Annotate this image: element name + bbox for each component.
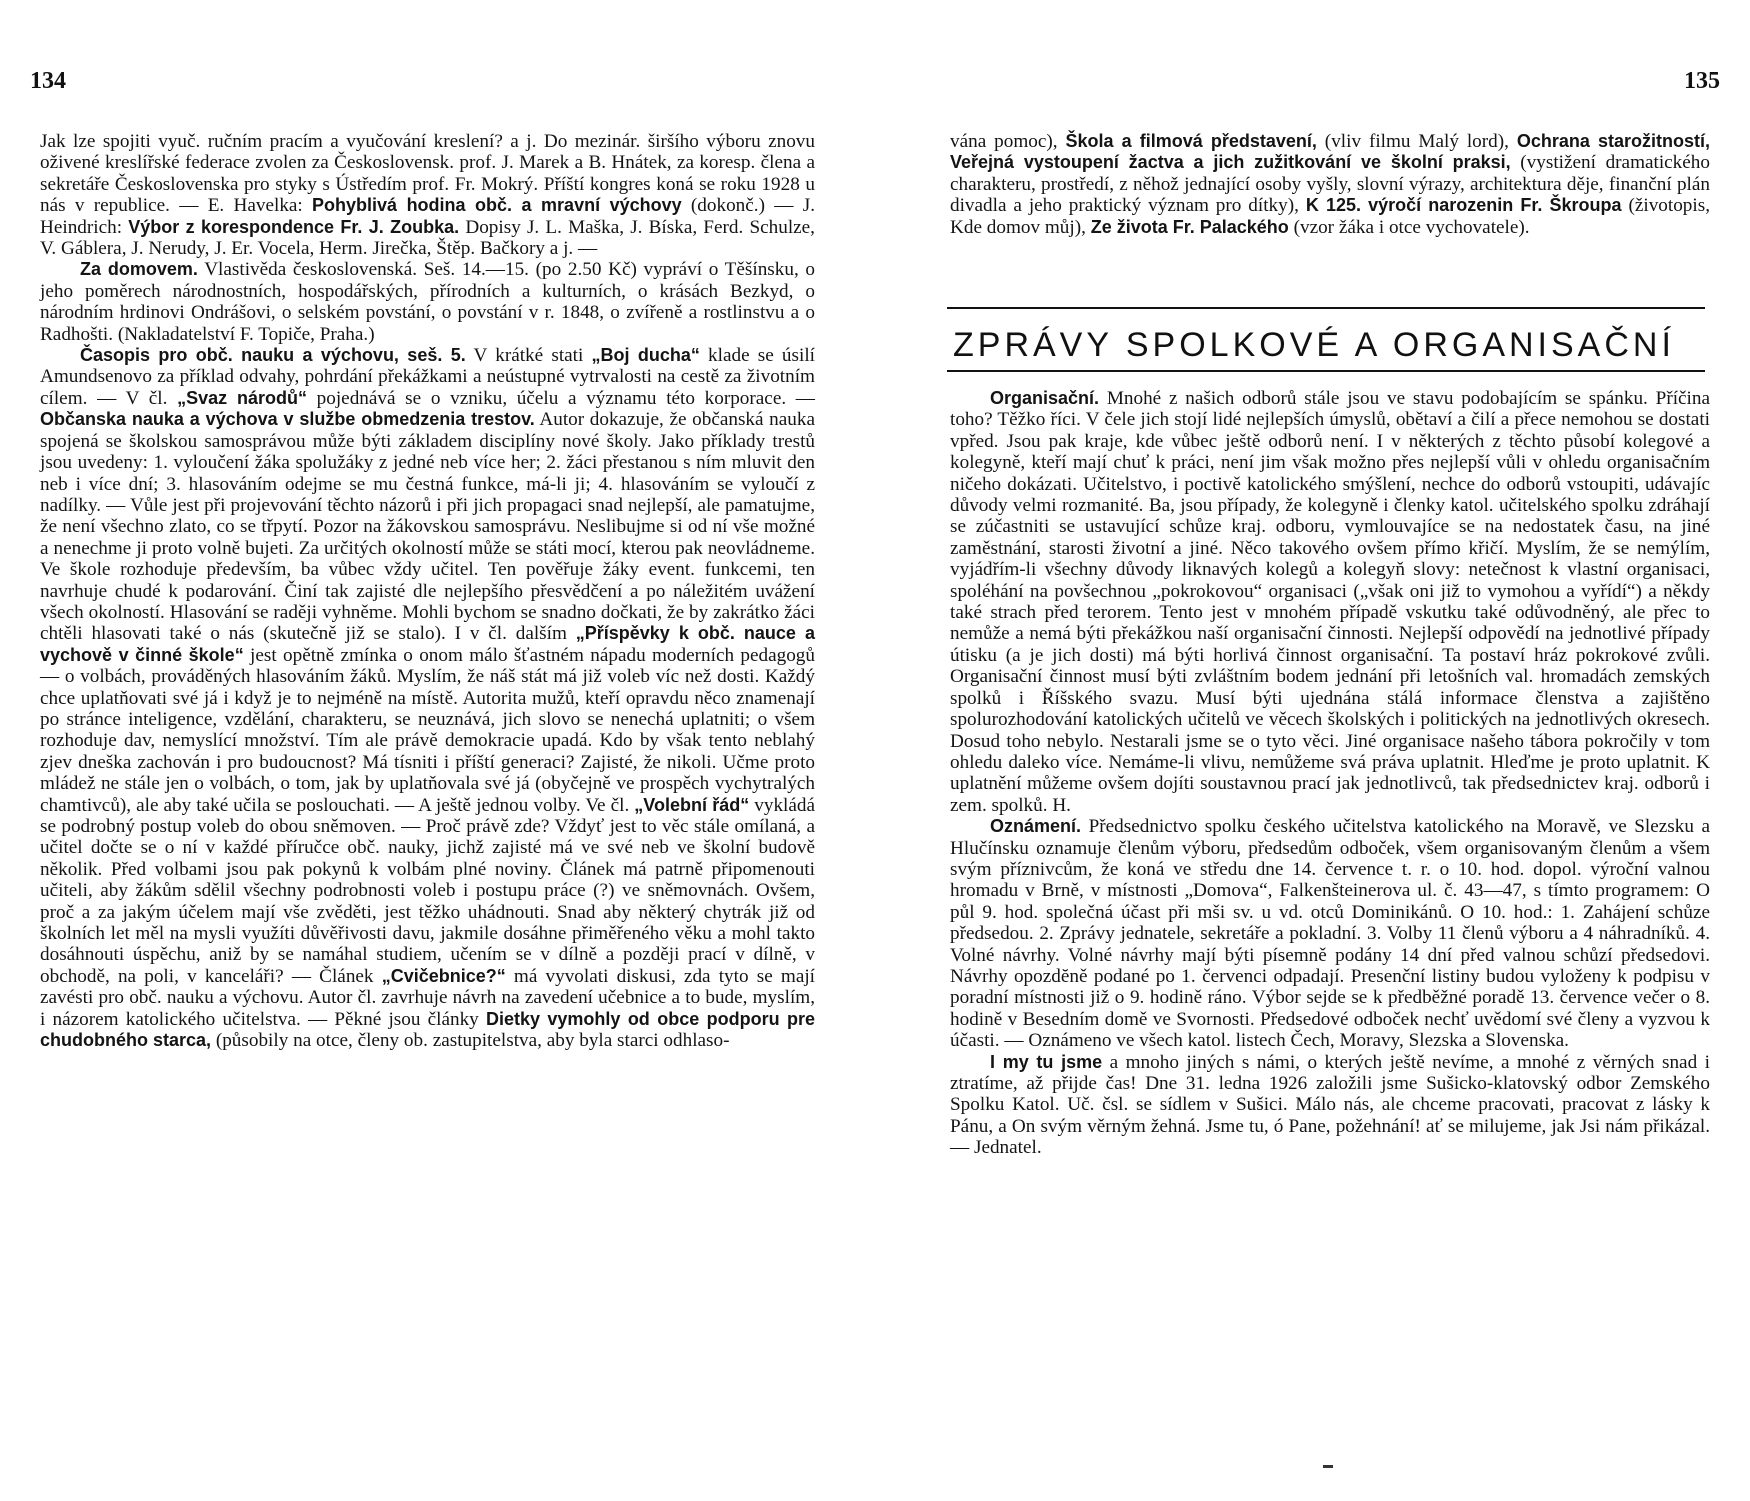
paragraph [950,388,1710,816]
bold-run: Ze života Fr. Palackého [1090,216,1289,237]
text-run: (životopis, Kde domov můj), [950,195,1710,238]
bold-run: „Svaz národů“ [177,387,307,408]
text-run: Mnohé z našich odborů stále jsou ve stavu podobajícím se spánku. Příčina toho? Těžko říci. V čele jich stojí lidé nejlepších úmyslů, obětaví a čilí a přece nemohou se dostati vpřed. Jsou pak kraje, kde vůbec ještě odborů není. I v některých z těchto působí kolegové a kolegyně, kteří mají chuť k práci, není jim však možno přes nejlepší vůli v ohledu organisačním ničeho dokázati. Učitelstvo, i poctivě katolického smýšlení, nechce do odborů vstoupiti, udávajíc důvody velmi rozmanité. Ba, jsou případy, že kolegyně i členky katol. učitelského spolku zdráhají se zúčastniti se ustavující schůze kraj. odboru, vymlouvajíce se na nedostatek času, na jiné zaměstnání, starosti životní a jiné. Něco takového ovšem přímo křičí. Myslím, že se nemýlím, vyjádřím-li všechny důvody liknavých kolegů a kolegyň slovy: netečnost k vlastní organisaci, spoléhání na povšechnou „pokrokovou“ organisaci („však oni již to vymohou a vyřídí“) a někdy také strach před terorem. Tento jest v mnohém případě vskutku také odůvodněný, ale přec to nemůže a nemá býti překážkou naší organisační činnosti. Nejlepší odpovědí na jednotlivé případy útisku (a je jich dosti) má býti horlivá činnost organisační. Ta postaví hráz pokrokové zvůli. Organisační činnost musí býti zvláštním bodem jednání při letošních val. hromadách zemských spolků i Říšského svazu. Musí býti ujednána stálá informace členstva a zajištěno spolurozhodování katolických učitelů ve věcech školských i politických na jednotlivých okresech. Dosud toho nebylo. Nestarali jsme se o tyto věci. Jiné organisace našeho tábora pokročily v tom ohledu daleko více. Nemáme-li vlivu, nemůžeme svá práva uplatnit. Hleďme je proto uplatnit. K uplatnění můžeme ovšem dojíti soustavnou prací jak jednotlivců, tak předsednictev kraj. odborů i zem. spolků. H. [950,388,1710,816]
bold-run: „Volební řád“ [634,794,750,815]
text-run: vykládá se podrobný postup voleb do obou sněmoven. — Proč právě zde? Vždyť jest to věc stále omílaná, a učitel dočte se o ní v každé příručce obč. nauky, jichž zajisté má ve své neb ve školní budově několik. Před volbami jsou pak pokynů k volbám plné noviny. Článek má patrně připomenouti učiteli, aby žákům sdělil všechny podrobnosti voleb i postupu práce (?) ve sněmovnách. Ovšem, proč a za jakým účelem mají vše zvěděti, jest těžko uhádnouti. Snad aby některý chytrák již od školních let měl na mysli využíti důvěřivosti davu, jakmile dosáhne přiměřeného věku a mohl takto dosáhnouti úspěchu, aniž by se namáhal studiem, učením se v dílně a později prací v dílně, v obchodě, na poli, v kanceláři? — Článek [40,794,815,987]
text-run: jest opětně zmínka o onom málo šťastném nápadu moderních pedagogů — o volbách, prováděných hlasováním žáků. Myslím, že náš stát má již voleb víc než dosti. Každý chce uplatňovati své já i když je to nejméně na místě. Autorita mužů, kteří opravdu něco znamenají po stránce inteligence, vzdělání, charakteru, se neuznává, jich slovo se nenechá uplatniti; o všem rozhoduje dav, nemyslící množství. Tím ale právě demokracie upadá. Kdo by však tento neblahý zjev dneška zachován i pro budoucnost? Má tísniti i příští generaci? Zajisté, že nikoli. Učme proto mládež ne stále jen o volbách, o tom, jak by uplatňovala své já (obyčejně ve prospěch vychytralých chamtivců), ale aby také učila se poslouchati. — A ještě jednou volby. Ve čl. [40,644,815,816]
right-page [875,0,1750,1501]
text-run: Dopisy J. L. Maška, J. Bíska, Ferd. Schulze, V. Gáblera, J. Nerudy, J. Er. Vocela, Herm. Jirečka, Štěp. Bačkory a j. — [40,216,815,260]
text-run: (vzor žáka i otce vychovatele). [1288,216,1530,238]
bold-run: Pohyblivá hodina obč. a mravní výchovy [312,195,682,216]
paragraph [950,816,1710,1051]
text-run: vána pomoc), [950,131,1066,152]
bold-run: „Cvičebnice?“ [381,965,506,986]
printer-mark [1323,1465,1333,1468]
bold-run: Časopis pro obč. nauku a výchovu, seš. 5. [80,345,466,366]
left-text-column [40,131,815,1051]
section-heading: ZPRÁVY SPOLKOVÉ A ORGANISAČNÍ [953,326,1675,364]
text-run: (dokonč.) — J. Heindrich: [40,195,816,238]
text-run: (působily na otce, členy ob. zastupitelstva, aby byla starci odhlaso- [211,1030,730,1052]
text-run: Autor dokazuje, že občanská nauka spojená se školskou samosprávou může býti základem disciplíny nové školy. Jako příklady trestů jsou uvedeny: 1. vyloučení žáka spolužáky z jedné neb více her; 2. žáci přestanou s ním mluvit den neb i více dní; 3. hlasováním odejme se mu čestná funkce, má-li ji; 4. hlasováním se vyloučí z nadílky. — Vůle jest při projevování těchto názorů i při jich propagaci snad nejlepší, ale pamatujme, že není všechno zlato, co se třpytí. Pozor na žákovskou samosprávu. Neslibujme si od ní vše možné a nenechme ji proto volně bujeti. Za určitých okolností může se státi mocí, kterou pak neovládneme. Ve škole rozhoduje především, ba vůbec vždy učitel. Ten pověřuje žáky event. funkcemi, ten navrhuje chudé k podarování. Činí tak zajisté dle nejlepšího přesvědčení a po náležitém uvážení všech okolností. Hlasování se raději vyhněme. Mohli bychom se snadno dočkati, že by zakrátko žáci chtěli hlasovati také o nás (skutečně již se stalo). I v čl. dalším [40,409,815,645]
bold-run: Občanska nauka a výchova v službe obmedzenia trestov. [40,409,535,430]
paragraph [950,1052,1710,1159]
paragraph [40,259,815,345]
right-section-text-column [950,388,1710,1159]
bold-run: I my tu jsme [990,1051,1103,1072]
bold-run: Ochrana starožitností, Veřejná vystoupení žactva a jich zužitkování ve školní praksi, [950,131,1710,173]
bold-run: Organisační. [990,388,1100,408]
bold-run: Výbor z korespondence Fr. J. Zoubka. [128,216,460,237]
page-number-left: 134 [30,68,66,94]
text-run: (vystižení dramatického charakteru, prostředí, z něhož jednající osoby vyšly, slovní výrazy, architektura děje, finanční plán divadla a jeho praktický význam pro dítky), [950,152,1710,217]
paragraph [40,131,815,259]
bold-run: Dietky vymohly od obce podporu pre chudobného starca, [40,1008,815,1051]
text-run: Jak lze spojiti vyuč. ručním pracím a vyučování kreslení? a j. Do mezinár. širšího výboru znovu oživené kreslířské federace zvolen za Československ. prof. J. Marek a B. Hnátek, za koresp. člena a sekretáře Československa pro styky s Ústředím prof. Fr. Mokrý. Příští kongres koná se roku 1928 u nás v republice. — E. Havelka: [40,131,815,217]
right-top-text-column [950,131,1710,238]
bold-run: „Boj ducha“ [591,345,700,366]
text-run: klade se úsilí Amundsenovo za příklad odvahy, pohrdání překážkami a neústupné vytrvalosti na cestě za životním cílem. — V čl. [40,345,815,409]
bold-run: Oznámení. [990,816,1082,837]
text-run: má vyvolati diskusi, zda tyto se mají zavésti pro obč. nauku a výchovu. Autor čl. zavrhuje návrh na zavedení učebnice a to bude, myslím, i názorem katolického učitelstva. — Pěkné jsou články [40,965,815,1030]
paragraph [950,131,1710,238]
text-run: (vliv filmu Malý lord), [1316,131,1517,152]
bold-run: „Příspěvky k obč. nauce a vychově v činné škole“ [40,623,815,665]
text-run: Vlastivěda československá. Seš. 14.—15. (po 2.50 Kč) vypráví o Těšínsku, o jeho poměrech národnostních, hospodářských, přírodních a kulturních, o krásách Bezkyd, o národním hrdinovi Ondrášovi, o selském povstání, o povstání v r. 1848, o zvířeně a rostlinstvu a o Radhošti. (Nakladatelství F. Topiče, Praha.) [40,259,816,345]
text-run: pojednává se o vzniku, účelu a významu této korporace. — [307,387,815,409]
bold-run: K 125. výročí narozenin Fr. Škroupa [1305,195,1622,216]
heading-rule-bottom [947,370,1705,372]
text-run: Předsednictvo spolku českého učitelstva katolického na Moravě, ve Slezsku a Hlučínsku oznamuje členům výboru, předsedům odboček, všem organisovaným členům a všem svým příznivcům, že koná ve středu dne 14. července t. r. o 10. hod. dopol. výroční valnou hromadu v Brně, v místnosti „Domova“, Falkenšteinerova ul. č. 43—47, s tímto programem: O půl 9. hod. společná účast při mši sv. u vd. otců Dominikánů. O 10. hod.: 1. Zahájení schůze předsedou. 2. Zprávy jednatele, sekretáře a pokladní. 3. Volby 11 členů výboru a 4 náhradníků. 4. Volné návrhy. Volné návrhy mají býti písemně podány 14 dní před valnou schůzí předsedovi. Návrhy opozdĕně podané po 1. červenci odpadají. Presenční listiny budou vyloženy k podpisu v poradní místnosti již o 9. hodině ráno. Výbor sejde se k předběžné poradě 13. července večer o 8. hodině v Besedním domě ve Svornosti. Předsedové odboček nechť uvědomí své členy a vyzvou k účasti. — Oznámeno ve všech katol. listech Čech, Moravy, Slezska a Slovenska. [950,816,1710,1052]
page-number-right: 135 [1684,68,1720,94]
bold-run: Za domovem. [80,259,198,280]
text-run: V krátké stati [465,345,592,367]
bold-run: Škola a filmová představení, [1065,131,1317,151]
heading-rule-top [947,307,1705,309]
paragraph [40,345,815,1051]
text-run: a mnoho jiných s námi, o kterých ještě nevíme, a mnohé z věrných snad i ztratíme, až přijde čas! Dne 31. ledna 1926 založili jsme Sušicko-klatovský odbor Zemského Spolku Katol. Uč. čsl. se sídlem v Sušici. Málo nás, ale chceme pracovati, pracovat z lásky k Pánu, a On svým věrným žehná. Jsme tu, ó Pane, požehnání! ať se milujeme, jak Jsi nám přikázal. — Jednatel. [950,1051,1710,1159]
